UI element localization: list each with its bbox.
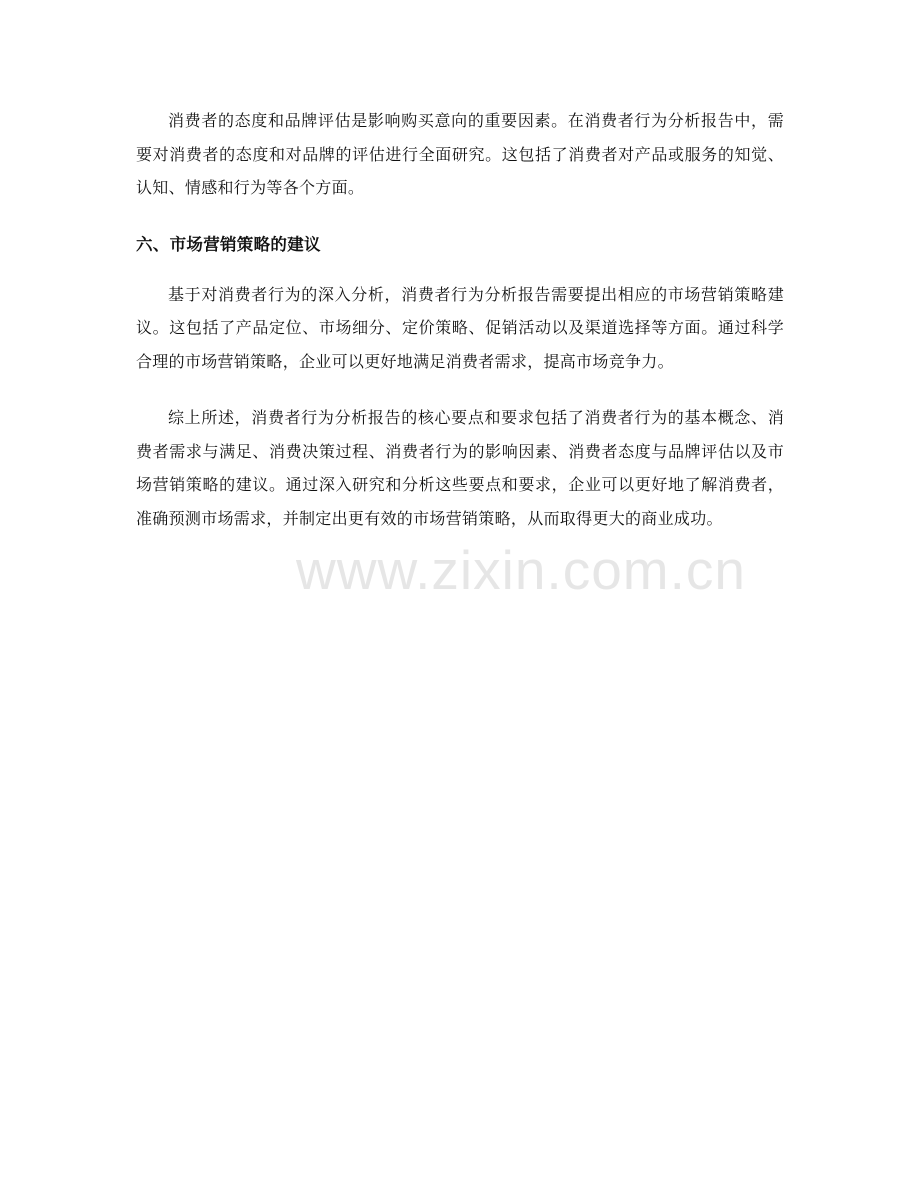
section-heading-marketing-strategy: 六、市场营销策略的建议: [136, 234, 321, 254]
paragraph-marketing-strategy: 基于对消费者行为的深入分析，消费者行为分析报告需要提出相应的市场营销策略建议。这包括了产品定位、市场细分、定价策略、促销活动以及渠道选择等方面。通过科学合理的市场营销策略，企业可以更好地满足消费者需求，提高市场竞争力。: [136, 284, 784, 371]
watermark-text: www.zixin.com.cn: [296, 539, 746, 601]
paragraph-attitude-brand-evaluation: 消费者的态度和品牌评估是影响购买意向的重要因素。在消费者行为分析报告中，需要对消费者的态度和对品牌的评估进行全面研究。这包括了消费者对产品或服务的知觉、认知、情感和行为等各个方面。: [136, 111, 784, 197]
paragraph-conclusion: 综上所述，消费者行为分析报告的核心要点和要求包括了消费者行为的基本概念、消费者需求与满足、消费决策过程、消费者行为的影响因素、消费者态度与品牌评估以及市场营销策略的建议。通过深入研究和分析这些要点和要求，企业可以更好地了解消费者，准确预测市场需求，并制定出更有效的市场营销策略，从而取得更大的商业成功。: [136, 408, 784, 528]
document-body: [136, 104, 784, 535]
